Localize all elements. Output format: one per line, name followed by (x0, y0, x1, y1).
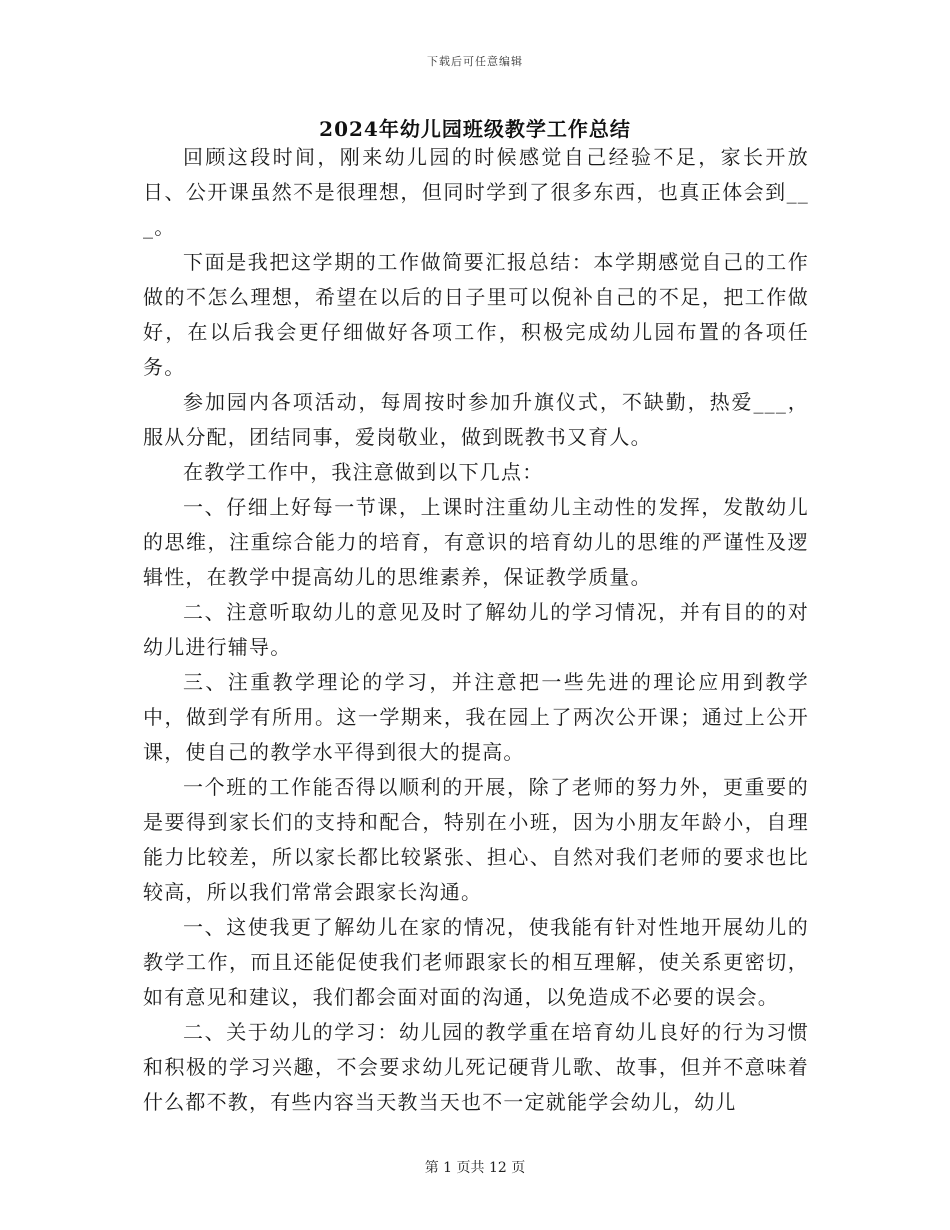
paragraph: 一个班的工作能否得以顺利的开展，除了老师的努力外，更重要的是要得到家长们的支持和配合，特别在小班，因为小朋友年龄小，自理能力比较差，所以家长都比较紧张、担心、自然对我们老师的要求也比较高，所以我们常常会跟家长沟通。 (143, 775, 809, 904)
paragraph: 一、仔细上好每一节课，上课时注重幼儿主动性的发挥，发散幼儿的思维，注重综合能力的培育，有意识的培育幼儿的思维的严谨性及逻辑性，在教学中提高幼儿的思维素养，保证教学质量。 (143, 495, 809, 589)
paragraph: 参加园内各项活动，每周按时参加升旗仪式，不缺勤，热爱___，服从分配，团结同事，爱岗敬业，做到既教书又育人。 (143, 390, 809, 449)
paragraph: 回顾这段时间，刚来幼儿园的时候感觉自己经验不足，家长开放日、公开课虽然不是很理想，但同时学到了很多东西，也真正体会到___。 (143, 145, 809, 239)
paragraph: 二、关于幼儿的学习：幼儿园的教学重在培育幼儿良好的行为习惯和积极的学习兴趣，不会要求幼儿死记硬背儿歌、故事，但并不意味着什么都不教，有些内容当天教当天也不一定就能学会幼儿，幼儿 (143, 1020, 809, 1114)
page-header-note: 下载后可任意编辑 (427, 55, 523, 68)
page-number: 第 1 页共 12 页 (424, 1160, 526, 1176)
paragraph: 三、注重教学理论的学习，并注意把一些先进的理论应用到教学中，做到学有所用。这一学期来，我在园上了两次公开课；通过上公开课，使自己的教学水平得到很大的提高。 (143, 670, 809, 764)
document-title: 2024年幼儿园班级教学工作总结 (319, 117, 631, 141)
paragraph: 二、注意听取幼儿的意见及时了解幼儿的学习情况，并有目的的对幼儿进行辅导。 (143, 600, 809, 659)
paragraph: 一、这使我更了解幼儿在家的情况，使我能有针对性地开展幼儿的教学工作，而且还能促使我们老师跟家长的相互理解，使关系更密切，如有意见和建议，我们都会面对面的沟通，以免造成不必要的误会。 (143, 915, 809, 1009)
document-body (143, 140, 809, 1120)
paragraph: 下面是我把这学期的工作做简要汇报总结：本学期感觉自己的工作做的不怎么理想，希望在以后的日子里可以倪补自己的不足，把工作做好，在以后我会更仔细做好各项工作，积极完成幼儿园布置的各项任务。 (143, 250, 809, 379)
paragraph: 在教学工作中，我注意做到以下几点： (183, 460, 544, 484)
